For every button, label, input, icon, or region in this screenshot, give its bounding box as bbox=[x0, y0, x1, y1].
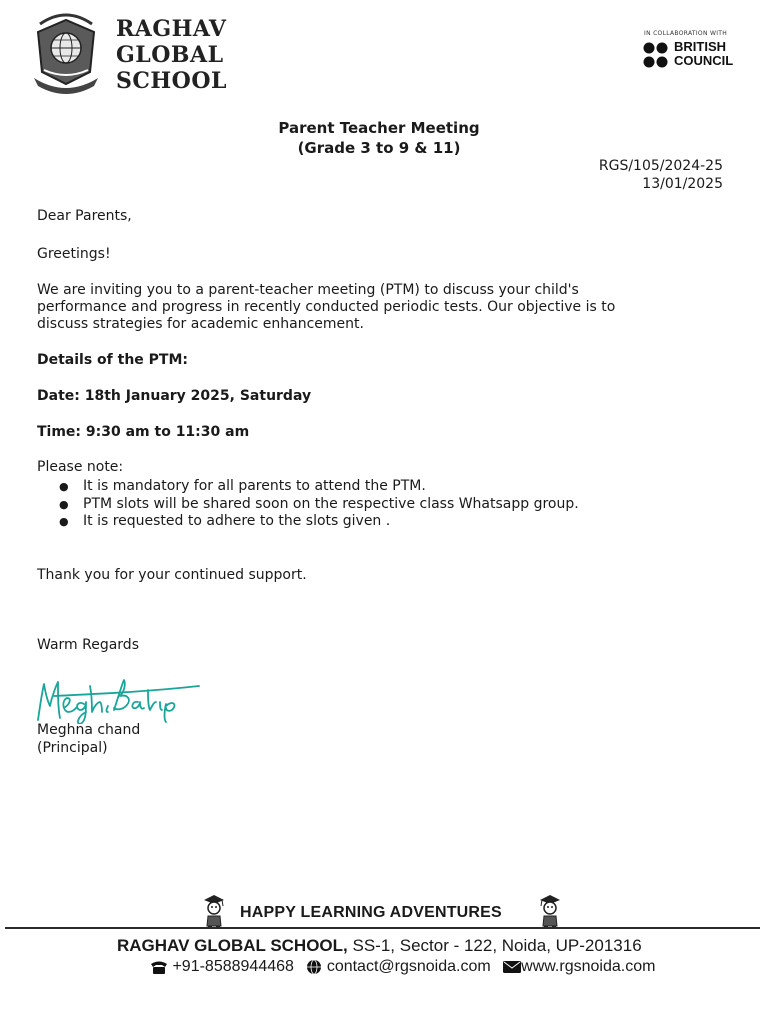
graduate-mascot-icon bbox=[538, 894, 562, 930]
footer-email[interactable]: contact@rgsnoida.com bbox=[326, 958, 491, 975]
closing-line: Warm Regards bbox=[37, 637, 139, 653]
list-item: ● It is requested to adhere to the slots given . bbox=[37, 513, 579, 531]
graduate-mascot-icon bbox=[202, 894, 226, 930]
footer-website[interactable]: www.rgsnoida.com bbox=[521, 958, 656, 975]
footer-address-text: SS-1, Sector - 122, Noida, UP-201316 bbox=[347, 936, 642, 955]
letter-title bbox=[0, 118, 758, 158]
footer-contacts bbox=[150, 958, 655, 976]
footer-tagline: HAPPY LEARNING ADVENTURES bbox=[240, 904, 502, 921]
british-council-dots-icon bbox=[643, 41, 669, 69]
signer-name: Meghna chand bbox=[37, 722, 141, 738]
reference-block bbox=[599, 157, 723, 193]
phone-icon bbox=[150, 960, 168, 974]
note-heading: Please note: bbox=[37, 459, 124, 475]
british-council-logo-text: BRITISH COUNCIL bbox=[674, 39, 734, 68]
list-item: ● It is mandatory for all parents to attend the PTM. bbox=[37, 478, 579, 496]
letter-date: 13/01/2025 bbox=[642, 176, 723, 192]
principal-signature bbox=[34, 666, 204, 724]
title-line-2: (Grade 3 to 9 & 11) bbox=[297, 139, 461, 157]
footer-divider bbox=[5, 927, 760, 929]
signer-role: (Principal) bbox=[37, 740, 108, 756]
salutation: Dear Parents, bbox=[37, 208, 132, 224]
greeting: Greetings! bbox=[37, 246, 111, 262]
ptm-date: Date: 18th January 2025, Saturday bbox=[37, 388, 312, 404]
thanks-line: Thank you for your continued support. bbox=[37, 567, 307, 583]
globe-icon bbox=[306, 959, 322, 975]
details-heading: Details of the PTM: bbox=[37, 352, 189, 368]
school-name-heading: RAGHAV GLOBAL SCHOOL bbox=[116, 16, 227, 94]
collaboration-label: IN COLLABORATION WITH bbox=[644, 30, 728, 37]
footer-phone[interactable]: +91-8588944468 bbox=[172, 958, 294, 975]
mail-icon bbox=[503, 961, 521, 973]
intro-paragraph: We are inviting you to a parent-teacher meeting (PTM) to discuss your child's performance and progress in recently conducted periodic tests. Our objective is to discuss strategies for academic enhancement. bbox=[37, 282, 616, 332]
ptm-time: Time: 9:30 am to 11:30 am bbox=[37, 424, 250, 440]
reference-number: RGS/105/2024-25 bbox=[598, 158, 723, 174]
notes-list bbox=[37, 478, 579, 531]
footer-school-name: RAGHAV GLOBAL SCHOOL, bbox=[117, 936, 348, 955]
list-item: ● PTM slots will be shared soon on the respective class Whatsapp group. bbox=[37, 496, 579, 514]
school-emblem-logo bbox=[30, 6, 102, 94]
title-line-1: Parent Teacher Meeting bbox=[278, 119, 480, 137]
footer-address bbox=[117, 936, 642, 956]
